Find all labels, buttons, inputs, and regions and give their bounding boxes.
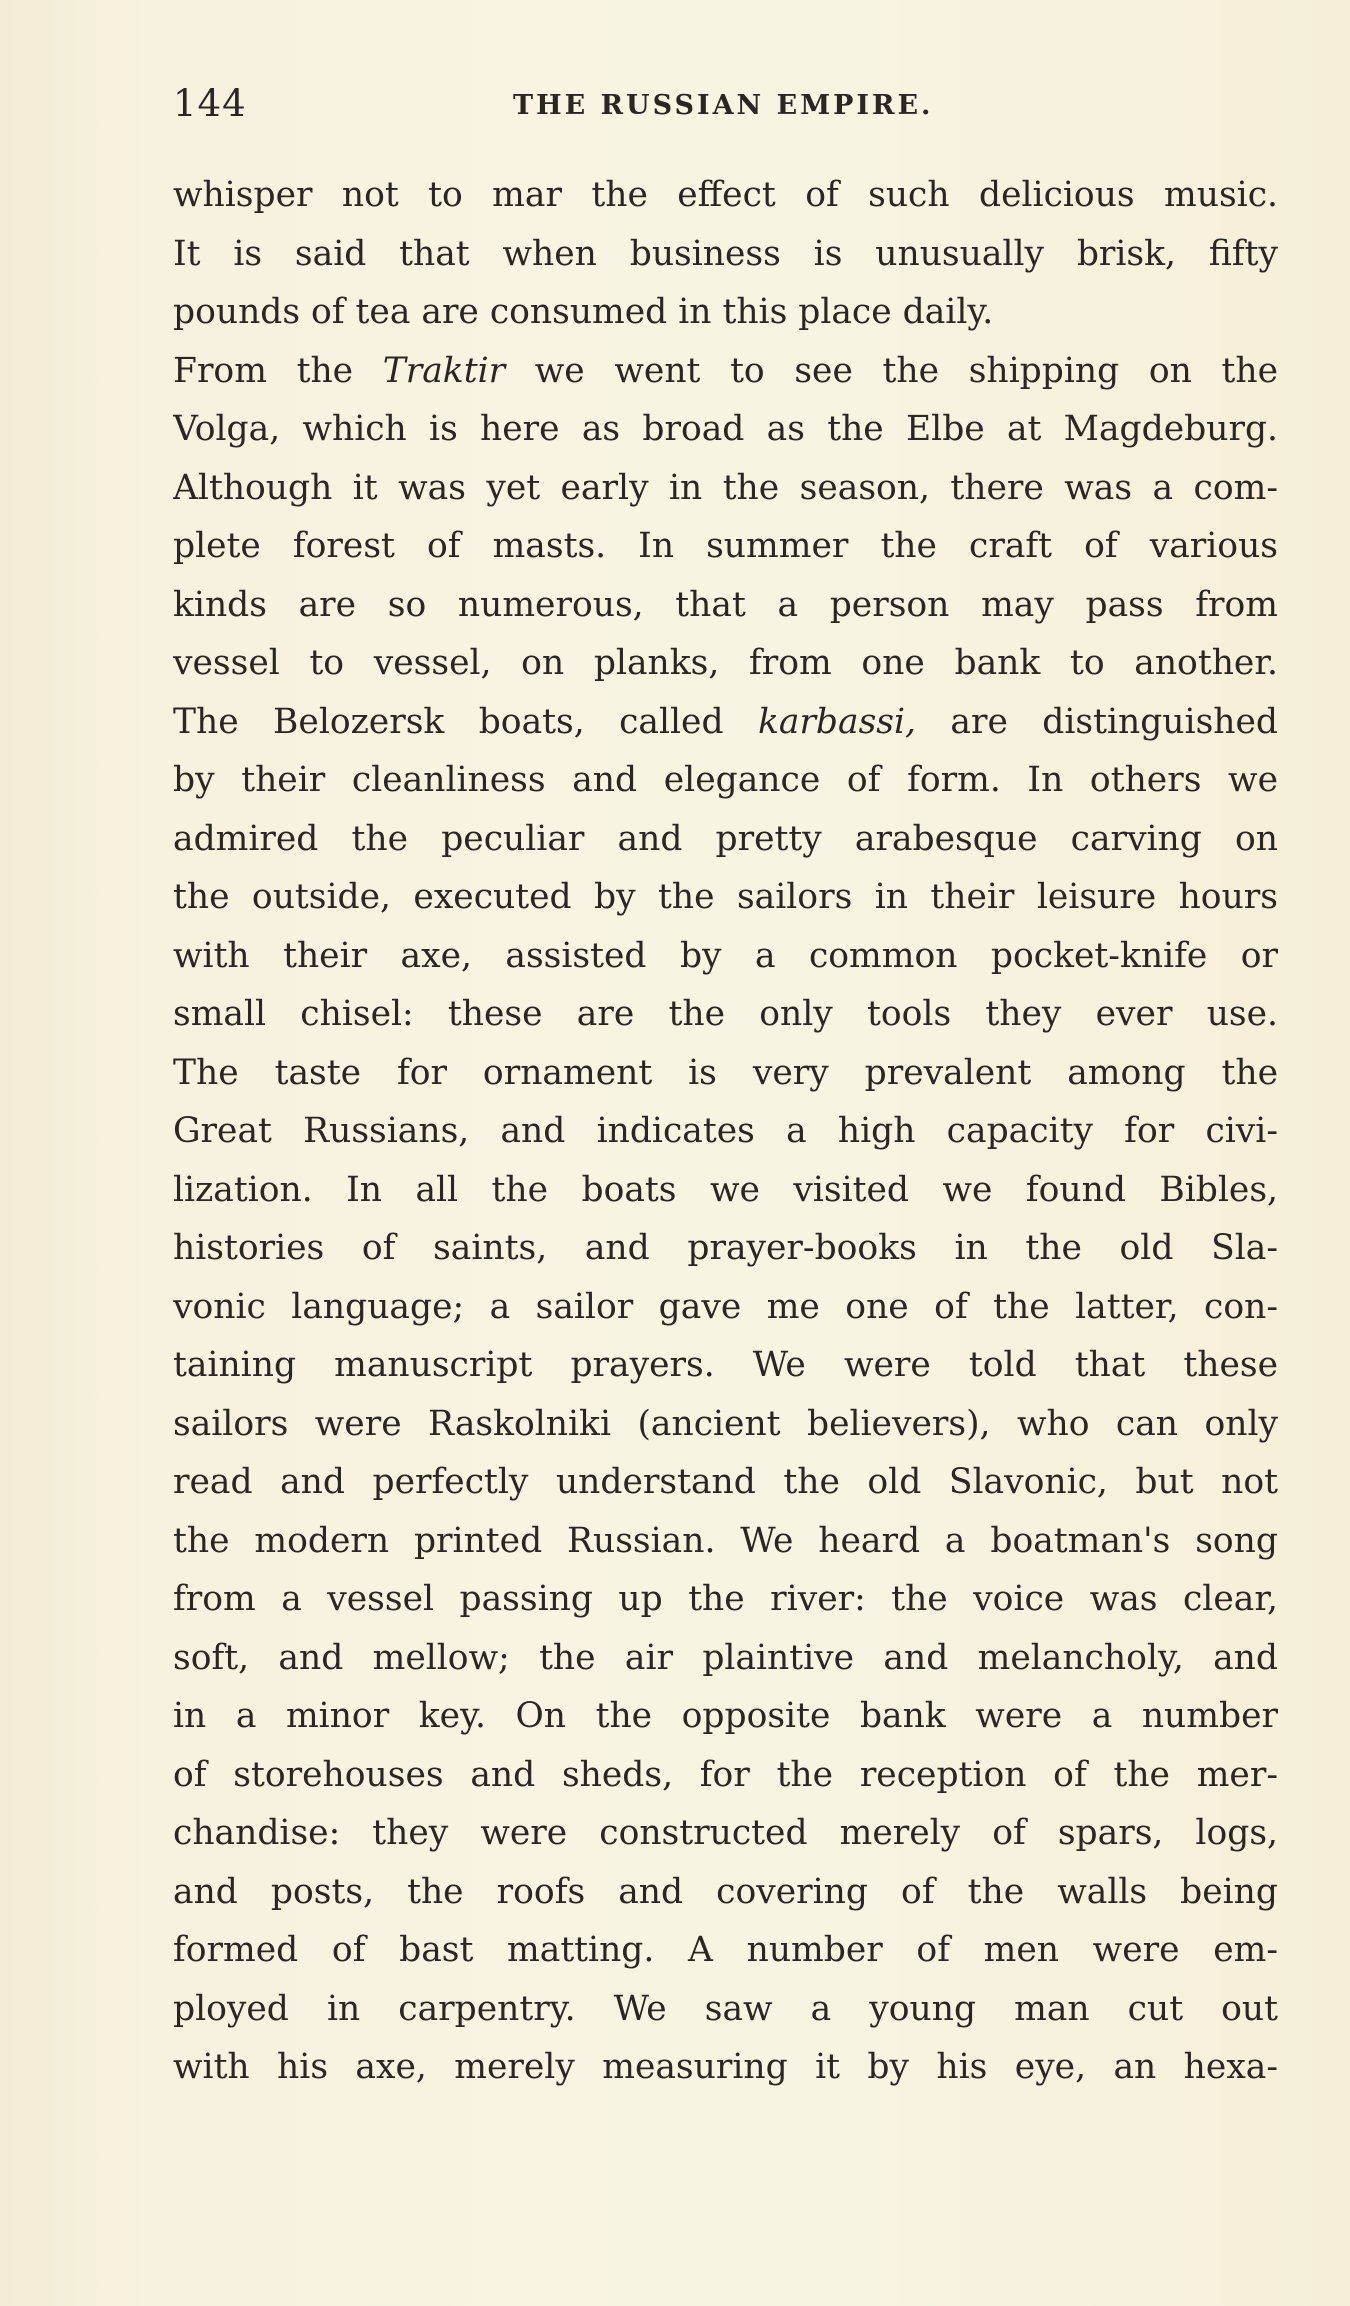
text-segment: ployed in carpentry. We saw a young man cut out (173, 1988, 1278, 2029)
text-segment: the modern printed Russian. We heard a boatman's song (173, 1520, 1278, 1561)
text-segment: vessel to vessel, on planks, from one bank to another. (173, 643, 1278, 683)
text-line (173, 1336, 1278, 1395)
text-line (173, 1395, 1278, 1454)
text-segment: lization. In all the boats we visited we found Bibles, (173, 1169, 1278, 1210)
text-segment: by their cleanliness and elegance of form. In others we (173, 760, 1278, 800)
text-line (173, 1980, 1278, 2039)
text-line (173, 868, 1278, 927)
text-line (173, 810, 1278, 869)
text-line (173, 693, 1278, 752)
text-line (173, 1278, 1278, 1337)
text-line (173, 1629, 1278, 1688)
text-line (173, 1161, 1278, 1220)
text-segment: from a vessel passing up the river: the voice was clear, (173, 1579, 1278, 1619)
text-segment: and posts, the roofs and covering of the walls being (173, 1871, 1278, 1912)
text-line (173, 576, 1278, 635)
text-line (173, 1804, 1278, 1863)
text-line (173, 1746, 1278, 1805)
text-segment: plete forest of masts. In summer the craft of various (173, 526, 1278, 566)
italic-text: Traktir (382, 350, 506, 391)
text-line (173, 166, 1278, 225)
text-line (173, 1453, 1278, 1512)
text-line (173, 400, 1278, 459)
text-line (173, 751, 1278, 810)
italic-text: karbassi, (757, 701, 916, 742)
text-segment: From the (173, 350, 383, 391)
text-segment: in a minor key. On the opposite bank were a number (173, 1696, 1278, 1736)
text-segment: we went to see the shipping on the (505, 350, 1278, 391)
text-line (173, 2038, 1278, 2097)
page-header (173, 82, 1278, 132)
text-line (173, 927, 1278, 986)
text-line (173, 1512, 1278, 1571)
text-segment: with his axe, merely measuring it by his eye, an hexa- (173, 2047, 1278, 2087)
text-segment: taining manuscript prayers. We were told that these (173, 1345, 1278, 1385)
text-line (173, 225, 1278, 284)
running-head: THE RUSSIAN EMPIRE. (513, 90, 934, 121)
text-segment: are distinguished (916, 701, 1278, 742)
text-segment: chandise: they were constructed merely of spars, logs, (173, 1813, 1278, 1853)
text-segment: admired the peculiar and pretty arabesque carving on (173, 818, 1278, 859)
text-segment: formed of bast matting. A number of men were em- (173, 1930, 1278, 1970)
text-line (173, 1921, 1278, 1980)
text-segment: soft, and mellow; the air plaintive and melancholy, and (173, 1637, 1278, 1678)
text-line (173, 1863, 1278, 1922)
text-segment: pounds of tea are consumed in this place daily. (173, 292, 994, 332)
text-line (173, 283, 1278, 342)
text-segment: histories of saints, and prayer-books in the old Sla- (173, 1228, 1278, 1268)
text-line (173, 517, 1278, 576)
text-segment: Although it was yet early in the season, there was a com- (173, 467, 1278, 508)
text-segment: sailors were Raskolniki (ancient believers), who can only (173, 1403, 1278, 1444)
text-segment: It is said that when business is unusually brisk, fifty (173, 233, 1278, 274)
text-segment: read and perfectly understand the old Slavonic, but not (173, 1462, 1278, 1502)
text-line (173, 1570, 1278, 1629)
text-segment: vonic language; a sailor gave me one of the latter, con- (173, 1286, 1278, 1327)
text-segment: Volga, which is here as broad as the Elbe at Magdeburg. (173, 409, 1278, 449)
text-line (173, 342, 1278, 401)
text-segment: the outside, executed by the sailors in their leisure hours (173, 877, 1278, 917)
text-segment: with their axe, assisted by a common pocket-knife or (173, 935, 1278, 976)
text-segment: The Belozersk boats, called (173, 701, 758, 742)
text-segment: The taste for ornament is very prevalent among the (173, 1052, 1278, 1093)
text-line (173, 985, 1278, 1044)
body-text (173, 166, 1278, 2097)
text-line (173, 634, 1278, 693)
page-number: 144 (173, 82, 247, 125)
text-segment: kinds are so numerous, that a person may pass from (173, 584, 1278, 625)
text-segment: whisper not to mar the effect of such delicious music. (173, 175, 1278, 215)
text-line (173, 1687, 1278, 1746)
text-segment: Great Russians, and indicates a high capacity for civi- (173, 1111, 1278, 1151)
text-line (173, 1219, 1278, 1278)
text-segment: small chisel: these are the only tools they ever use. (173, 994, 1278, 1034)
text-line (173, 1102, 1278, 1161)
text-line (173, 459, 1278, 518)
text-line (173, 1044, 1278, 1103)
text-segment: of storehouses and sheds, for the reception of the mer- (173, 1754, 1278, 1795)
